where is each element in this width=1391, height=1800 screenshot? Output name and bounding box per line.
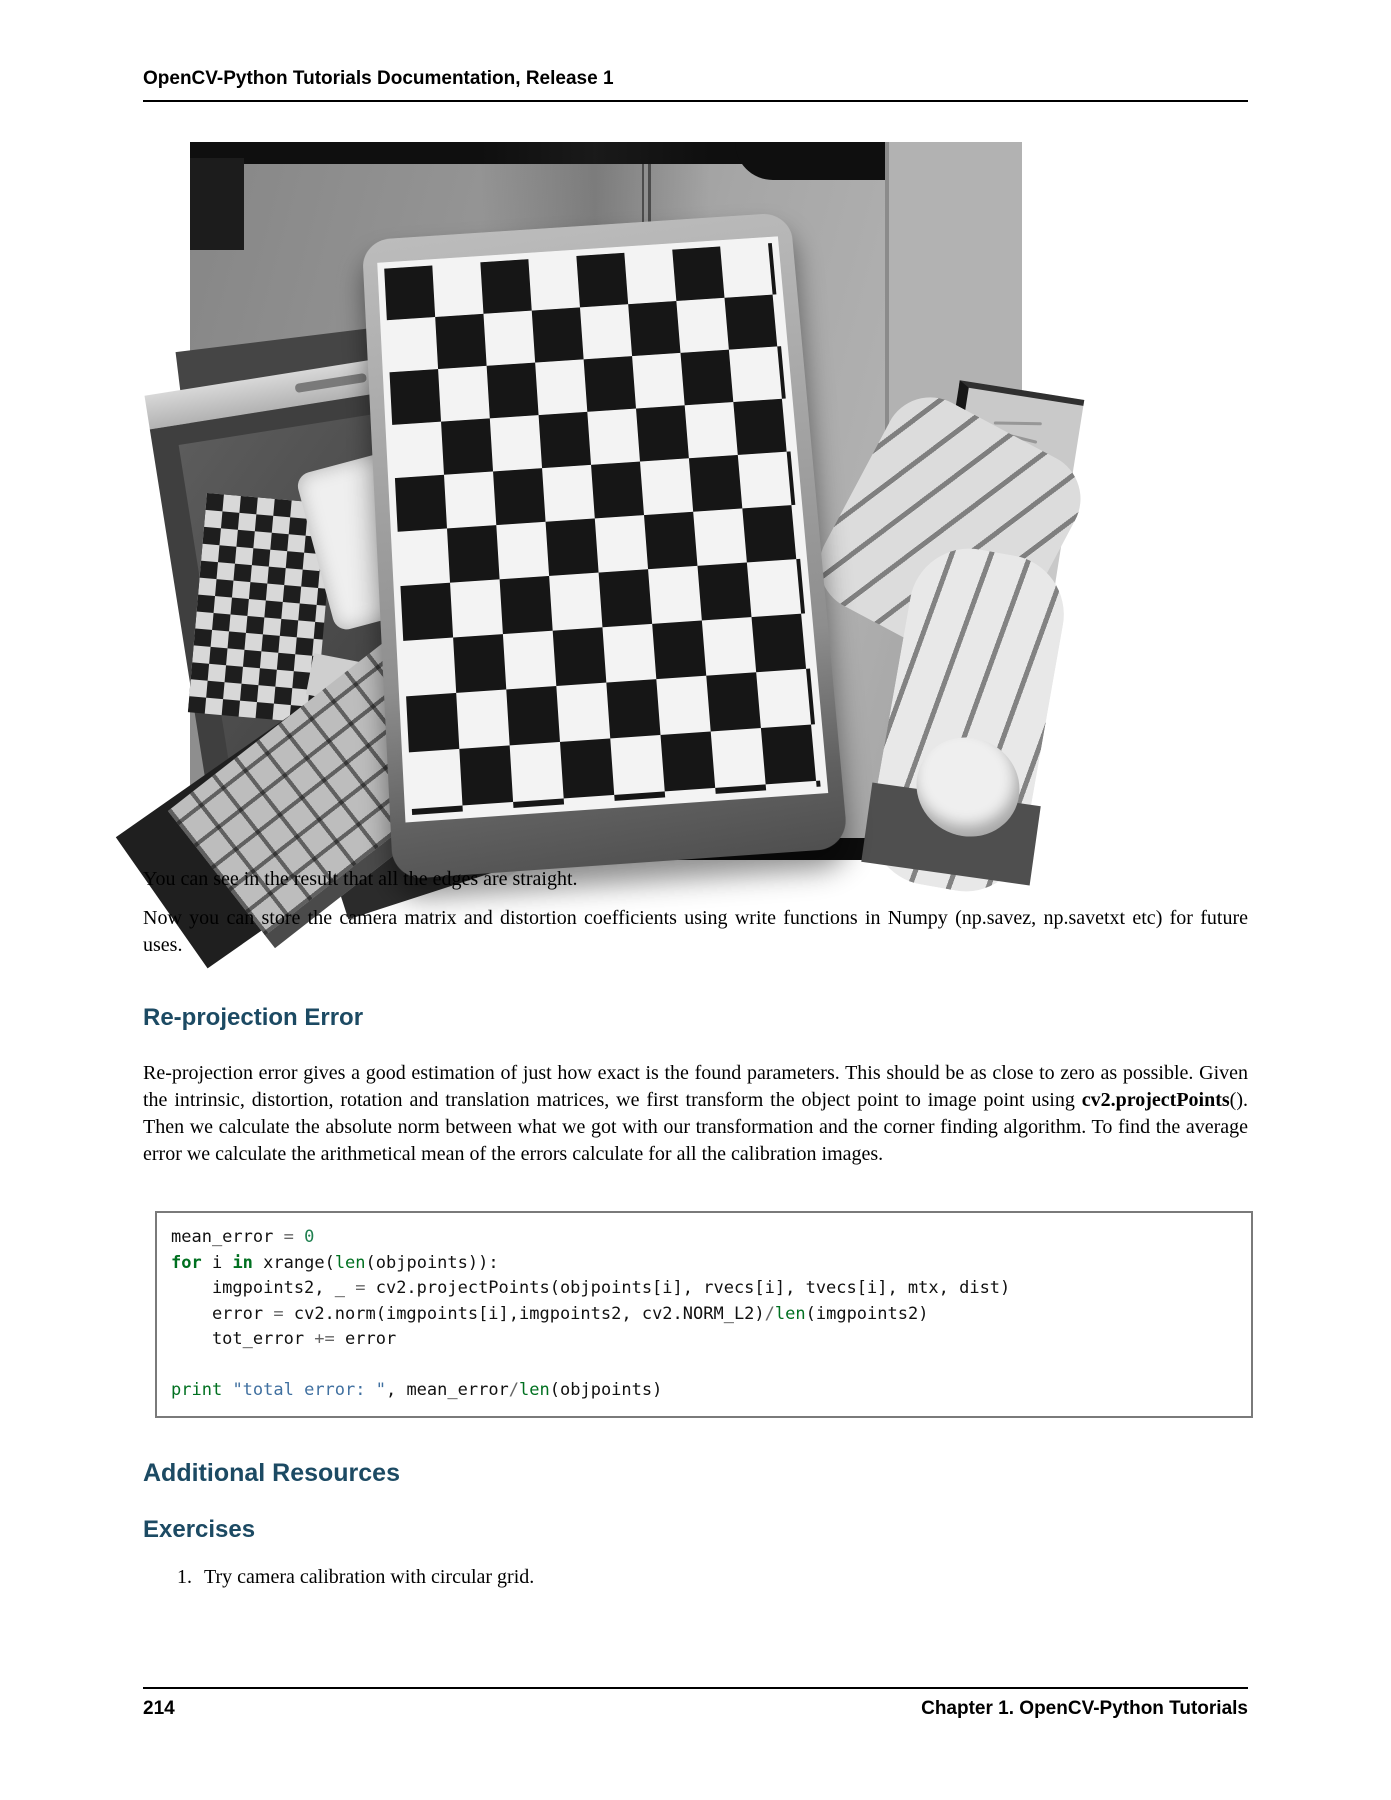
paragraph-store: Now you can store the camera matrix and distortion coefficients using write functions in Numpy (np.savez, np.savetxt etc) for future uses. bbox=[143, 907, 1248, 956]
code-block: mean_error = 0 for i in xrange(len(objpoints)): imgpoints2, _ = cv2.projectPoints(objpoints[i], rvecs[i], tvecs[i], mtx, dist) error = cv2.norm(imgpoints[i],imgpoints2, cv2.NORM_L2)/len(imgpoints2) tot_error += error print "total error: ", mean_error/len(objpoints) bbox=[155, 1211, 1253, 1418]
chessboard-white-margin bbox=[377, 236, 828, 822]
monitor-vent-slot bbox=[295, 373, 368, 393]
footer-rule bbox=[143, 1687, 1248, 1689]
footer-page-number: 214 bbox=[143, 1698, 175, 1719]
list-item-number: 1. bbox=[177, 1566, 192, 1588]
heading-exercises: Exercises bbox=[143, 1516, 256, 1543]
list-item-text: Try camera calibration with circular grid. bbox=[204, 1566, 535, 1588]
exercise-list-item bbox=[177, 1566, 534, 1589]
calibration-result-image bbox=[190, 142, 1018, 860]
photo-topleft-block bbox=[190, 158, 244, 250]
photo-chessboard bbox=[362, 212, 849, 880]
header-title: OpenCV-Python Tutorials Documentation, Release 1 bbox=[143, 68, 614, 89]
paragraph-reprojection: Re-projection error gives a good estimation of just how exact is the found parameters. This should be as close to zero as possible. Given the intrinsic, distortion, rotation and translation matrices, we first transform the object point to image point using cv2.projectPoints(). Then we calculate the absolute norm between what we got with our transformation and the corner finding algorithm. To find the average error we calculate the arithmetical mean of the errors calculate for all the calibration images. bbox=[143, 1062, 1248, 1165]
chessboard-squares bbox=[384, 243, 820, 815]
chessboard-rim bbox=[362, 212, 849, 880]
heading-additional-resources: Additional Resources bbox=[143, 1459, 400, 1487]
footer-chapter: Chapter 1. OpenCV-Python Tutorials bbox=[921, 1698, 1248, 1719]
heading-reprojection-error: Re-projection Error bbox=[143, 1004, 364, 1031]
paragraph-result: You can see in the result that all the edges are straight. bbox=[143, 868, 578, 890]
header-rule bbox=[143, 100, 1248, 102]
whiteboard-scribble bbox=[994, 421, 1042, 425]
